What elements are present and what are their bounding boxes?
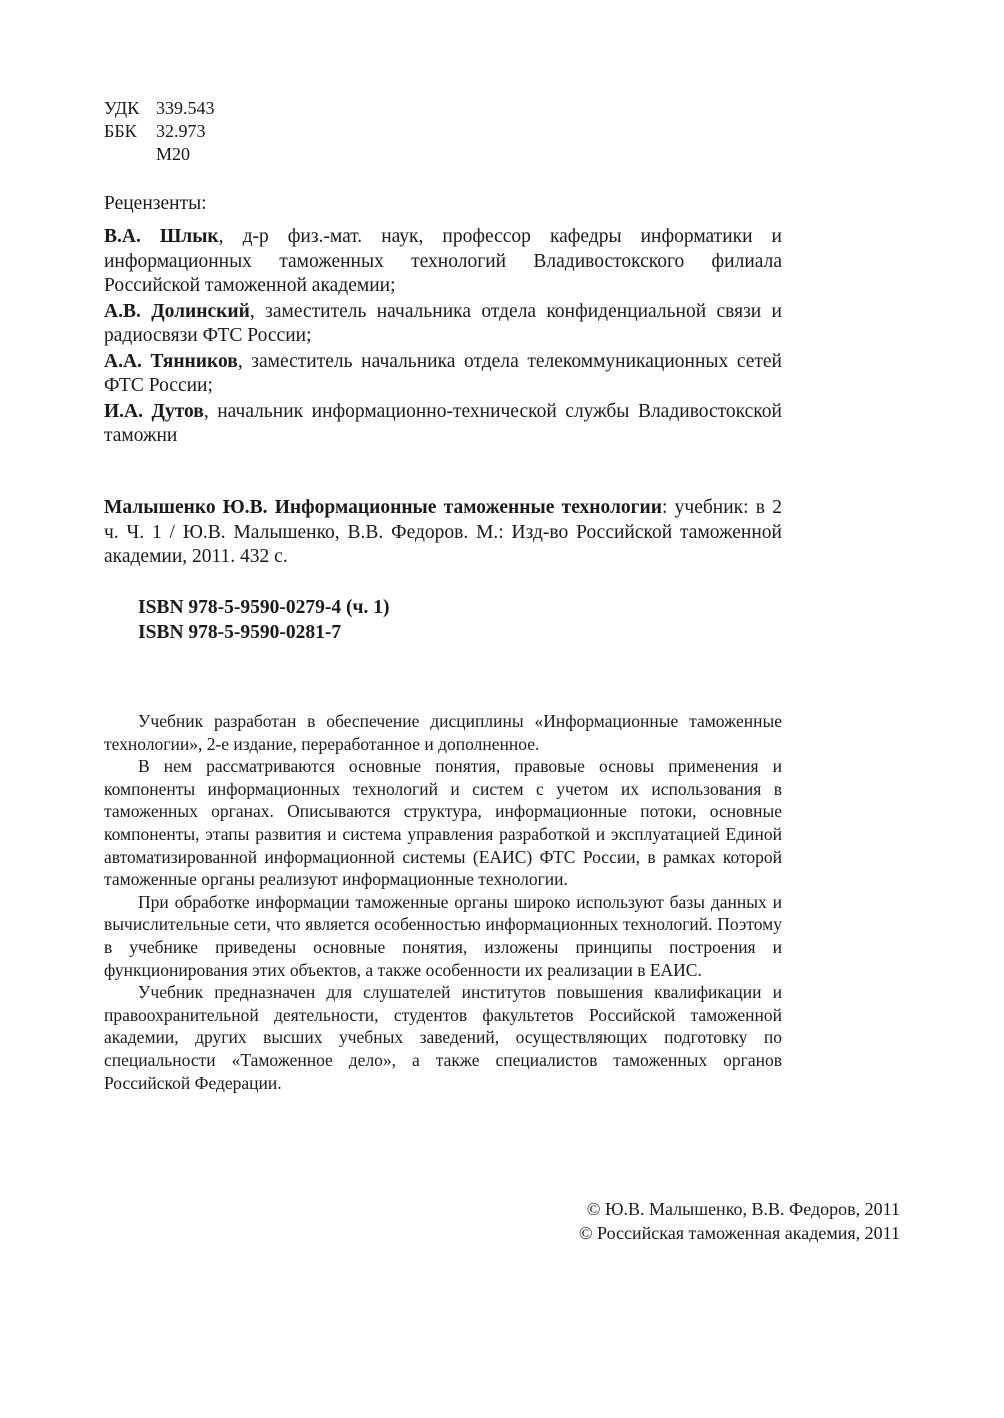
biblio-author-title: Малышенко Ю.В. Информационные таможенные технологии [104,497,662,518]
reviewers-title: Рецензенты: [104,193,207,214]
abstract [104,710,782,1094]
udk-row [104,97,215,120]
abstract-paragraph: Учебник предназначен для слушателей институтов повышения квалификации и правоохранительной деятельности, студентов факультетов Российской таможенной академии, других высших учебных заведений, осуществляющих подготовку по специальности «Таможенное дело», а также специалистов таможенных органов Российской Федерации. [104,982,782,1093]
reviewers-list [104,225,782,450]
abstract-paragraph: Учебник разработан в обеспечение дисциплины «Информационные таможенные технологии», 2-е издание, переработанное и дополненное. [104,711,782,754]
isbn-set: ISBN 978-5-9590-0281-7 [138,621,342,643]
reviewer-description: , д-р физ.-мат. наук, профессор кафедры информатики и информационных таможенных технологий Владивостокского филиала Российской таможенной академии; [104,226,782,296]
reviewer-item [104,350,782,399]
reviewer-item [104,225,782,299]
bbk-row [104,120,215,143]
isbn-part-1: ISBN 978-5-9590-0279-4 (ч. 1) [138,597,390,618]
reviewer-description: , заместитель начальника отдела телекоммуникационных сетей ФТС России; [104,350,782,396]
udk-label: УДК [104,98,140,118]
bibliographic-record [104,496,782,570]
classification-codes [104,97,215,166]
bbk-label: ББК [104,121,137,141]
reviewer-name: А.В. Долинский [104,300,250,322]
reviewer-item [104,400,782,449]
reviewer-description: , заместитель начальника отдела конфиденциальной связи и радиосвязи ФТС России; [104,300,782,346]
reviewer-description: , начальник информационно-технической службы Владивостокской таможни [104,400,782,446]
abstract-paragraph: При обработке информации таможенные органы широко используют базы данных и вычислительные сети, что является особенностью информационных технологий. Поэтому в учебнике приведены основные понятия, изложены принципы построения и функционирования этих объектов, а также особенности их реализации в ЕАИС. [104,891,782,980]
author-mark: М20 [156,144,191,164]
biblio-details: : учебник: в 2 ч. Ч. 1 / Ю.В. Малышенко, В.В. Федоров. М.: Изд-во Российской таможенной академии, 2011. 432 с. [104,497,782,567]
reviewer-name: В.А. Шлык [104,226,219,247]
udk-value: 339.543 [156,98,215,118]
abstract-paragraph: В нем рассматриваются основные понятия, правовые основы применения и компоненты информационных технологий и систем с учетом их использования в таможенных органах. Описываются структура, информационные потоки, основные компоненты, этапы развития и система управления разработкой и эксплуатацией Единой автоматизированной информационной системы (ЕАИС) ФТС России, в рамках которой таможенные органы реализуют информационные технологии. [104,756,782,890]
bbk-value: 32.973 [156,121,206,141]
reviewer-name: И.А. Дутов [104,400,204,422]
reviewer-item [104,300,782,349]
copyright-block [579,1197,900,1245]
copyright-authors: © Ю.В. Малышенко, В.В. Федоров, 2011 [586,1199,900,1219]
isbn-block [138,596,389,645]
copyright-academy: © Российская таможенная академия, 2011 [578,1223,900,1243]
reviewer-name: А.А. Тянников [104,350,238,372]
